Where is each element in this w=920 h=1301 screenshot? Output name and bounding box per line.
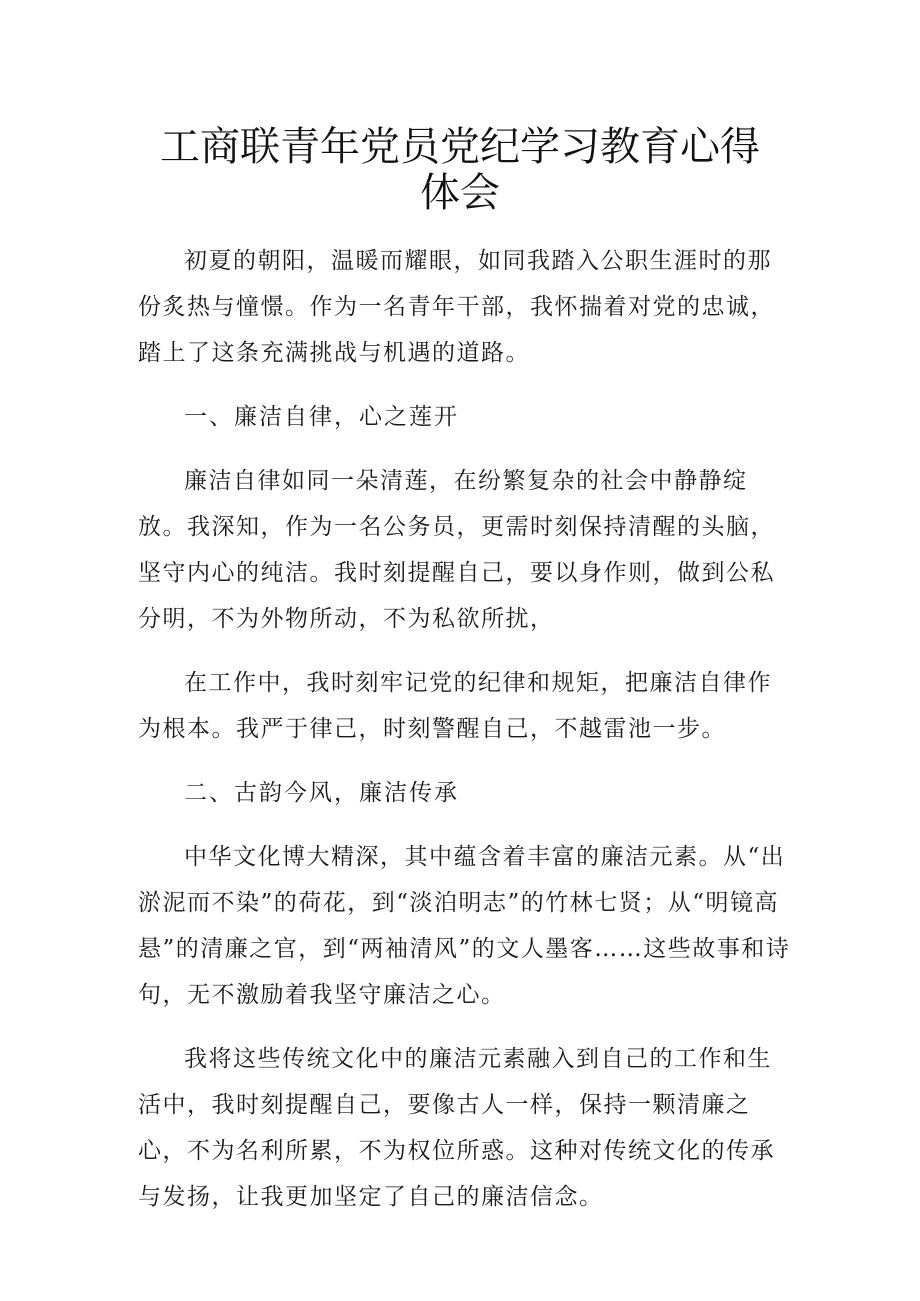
document-title-line-1: 工商联青年党员党纪学习教育心得: [160, 124, 760, 170]
section-heading-1: 一、廉洁自律，心之莲开: [184, 404, 459, 430]
document-title-line-2: 体会: [420, 170, 500, 216]
document-title: [120, 124, 800, 216]
paragraph-section2-a: 中华文化博大精深，其中蕴含着丰富的廉洁元素。从“出淤泥而不染”的荷花，到“淡泊明志”的竹林七贤；从“明镜高悬”的清廉之官，到“两袖清风”的文人墨客……这些故事和诗句，无不激励着我坚守廉洁之心。: [138, 844, 791, 1008]
paragraph-section1-b: 在工作中，我时刻牢记党的纪律和规矩，把廉洁自律作为根本。我严于律己，时刻警醒自己，不越雷池一步。: [138, 670, 772, 742]
section-heading-2: 二、古韵今风，廉洁传承: [184, 780, 459, 806]
document-body: [138, 238, 794, 1238]
paragraph-section1-a: 廉洁自律如同一朵清莲，在纷繁复杂的社会中静静绽放。我深知，作为一名公务员，更需时刻保持清醒的头脑，坚守内心的纯洁。我时刻提醒自己，要以身作则，做到公私分明，不为外物所动，不为私欲所扰，: [138, 468, 775, 632]
paragraph-intro: 初夏的朝阳，温暖而耀眼，如同我踏入公职生涯时的那份炙热与憧憬。作为一名青年干部，我怀揣着对党的忠诚，踏上了这条充满挑战与机遇的道路。: [138, 248, 775, 366]
paragraph-section2-b: 我将这些传统文化中的廉洁元素融入到自己的工作和生活中，我时刻提醒自己，要像古人一样，保持一颗清廉之心，不为名利所累，不为权位所惑。这种对传统文化的传承与发扬，让我更加坚定了自己的廉洁信念。: [138, 1046, 775, 1210]
